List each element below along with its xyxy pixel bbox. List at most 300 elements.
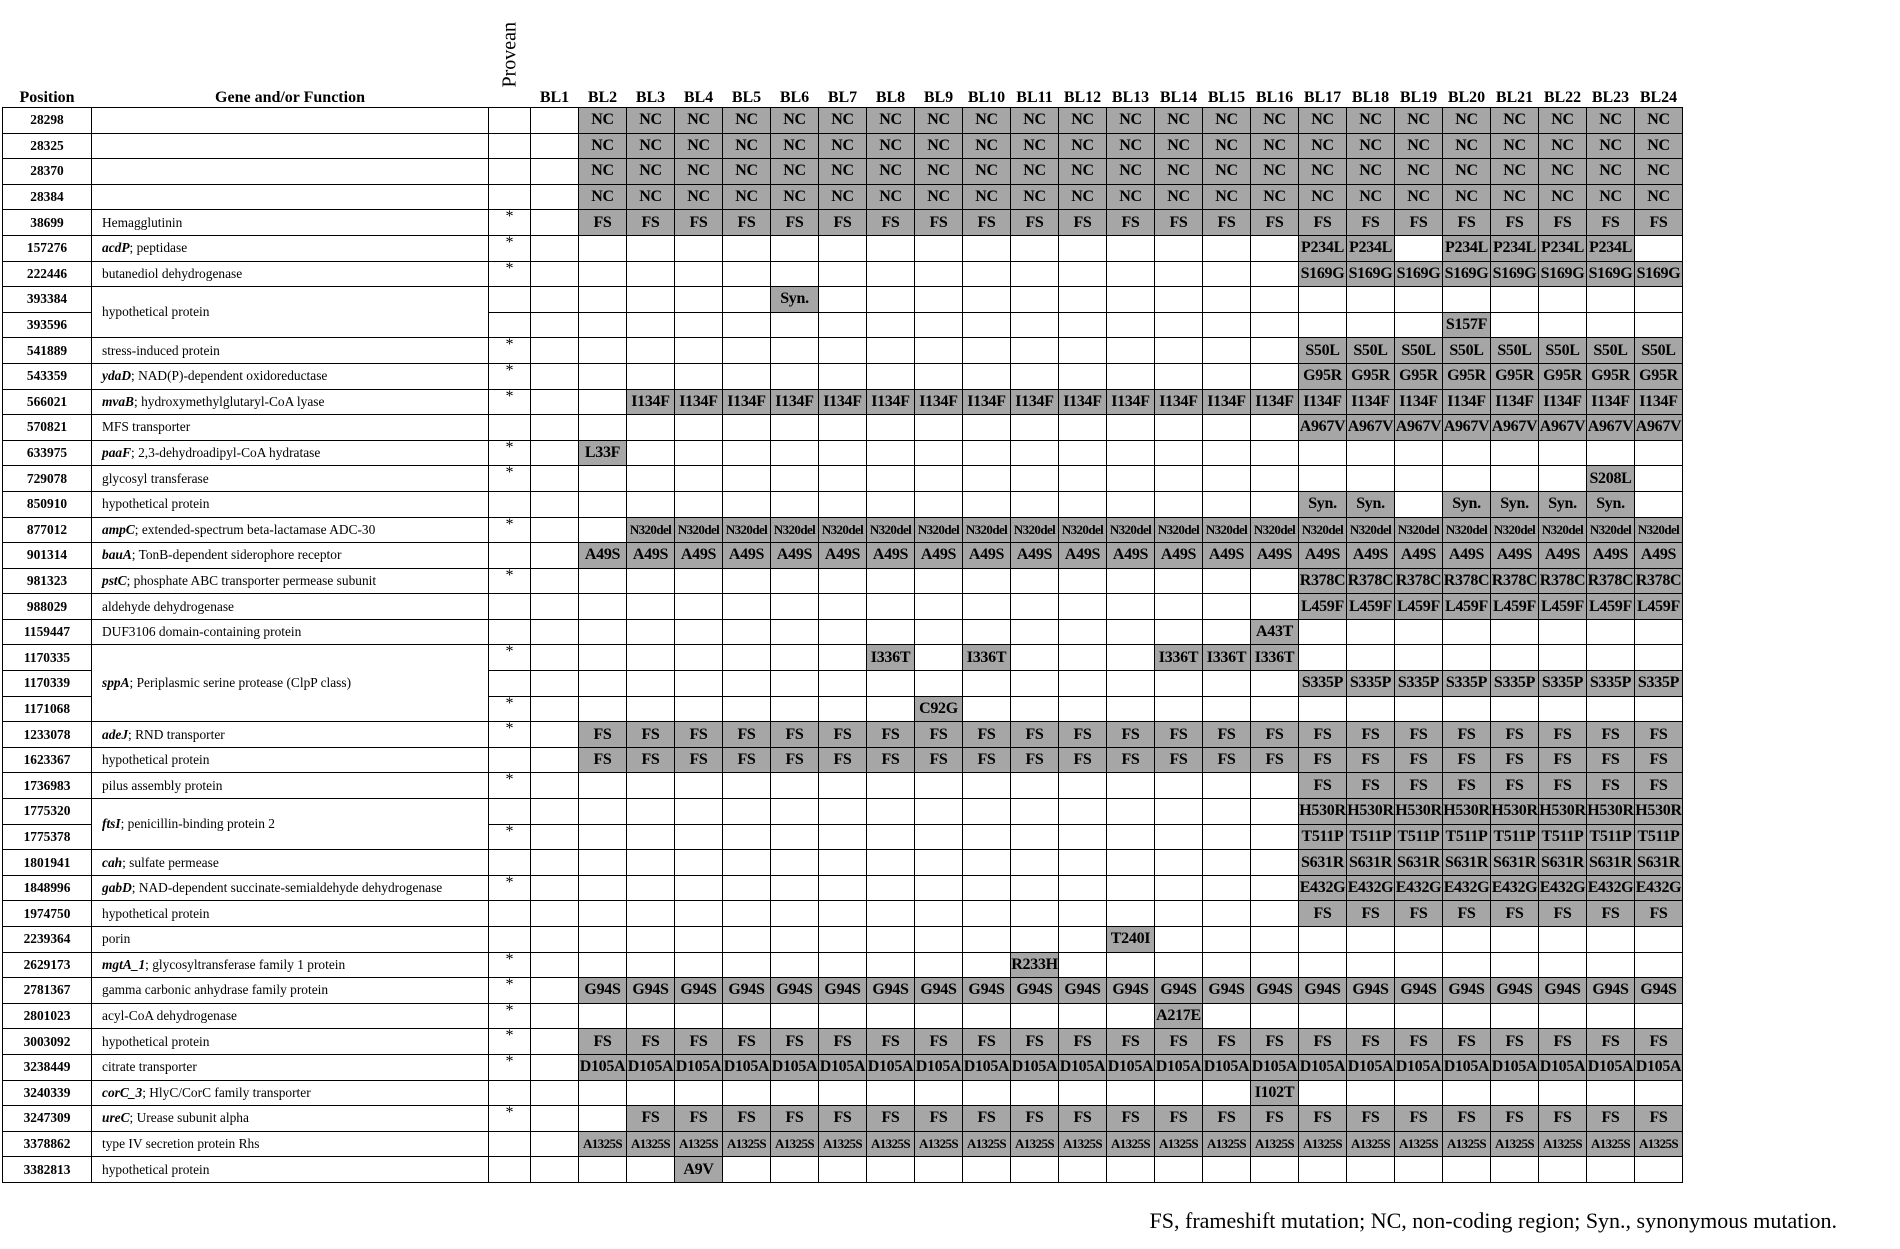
mutation-cell-bl22: S335P <box>1539 671 1587 697</box>
mutation-cell-bl5: D105A <box>723 1054 771 1080</box>
gene-cell <box>92 1029 489 1055</box>
mutation-cell-bl11: A49S <box>1011 543 1059 569</box>
mutation-cell-bl23 <box>1587 696 1635 722</box>
mutation-cell-bl9 <box>915 312 963 338</box>
table-row <box>3 466 1683 492</box>
mutation-cell-bl13 <box>1107 235 1155 261</box>
mutation-cell-bl13 <box>1107 1080 1155 1106</box>
mutation-cell-bl3 <box>627 1157 675 1183</box>
mutation-cell-bl1 <box>531 1080 579 1106</box>
mutation-cell-bl16: FS <box>1251 722 1299 748</box>
mutation-cell-bl2: NC <box>579 108 627 134</box>
mutation-cell-bl15 <box>1203 491 1251 517</box>
mutation-cell-bl23: A967V <box>1587 415 1635 441</box>
mutation-cell-bl10 <box>963 850 1011 876</box>
mutation-cell-bl10: FS <box>963 210 1011 236</box>
mutation-cell-bl3 <box>627 645 675 671</box>
position-cell: 2801023 <box>3 1003 92 1029</box>
mutation-cell-bl20: S157F <box>1443 312 1491 338</box>
mutation-cell-bl24: FS <box>1635 901 1683 927</box>
mutation-cell-bl17: S50L <box>1299 338 1347 364</box>
mutation-cell-bl20: FS <box>1443 1029 1491 1055</box>
mutation-cell-bl18 <box>1347 312 1395 338</box>
mutation-cell-bl13 <box>1107 491 1155 517</box>
table-row <box>3 338 1683 364</box>
mutation-cell-bl9: NC <box>915 184 963 210</box>
position-cell: 981323 <box>3 568 92 594</box>
mutation-cell-bl2: NC <box>579 133 627 159</box>
mutation-cell-bl2 <box>579 901 627 927</box>
mutation-cell-bl7 <box>819 927 867 953</box>
mutation-cell-bl21 <box>1491 952 1539 978</box>
mutation-cell-bl4 <box>675 466 723 492</box>
mutation-cell-bl11 <box>1011 850 1059 876</box>
mutation-cell-bl13: NC <box>1107 108 1155 134</box>
table-row <box>3 543 1683 569</box>
position-cell: 3003092 <box>3 1029 92 1055</box>
mutation-cell-bl7: I134F <box>819 389 867 415</box>
column-header-bl9: BL9 <box>923 89 954 106</box>
mutation-cell-bl23: NC <box>1587 184 1635 210</box>
mutation-cell-bl5 <box>723 696 771 722</box>
mutation-cell-bl4: A1325S <box>675 1131 723 1157</box>
mutation-cell-bl18 <box>1347 1157 1395 1183</box>
mutation-cell-bl15 <box>1203 594 1251 620</box>
mutation-cell-bl6 <box>771 645 819 671</box>
mutation-cell-bl11 <box>1011 235 1059 261</box>
mutation-cell-bl1 <box>531 773 579 799</box>
mutation-cell-bl16: I102T <box>1251 1080 1299 1106</box>
gene-function: ; Periplasmic serine protease (ClpP class) <box>129 675 352 691</box>
mutation-cell-bl12 <box>1059 875 1107 901</box>
mutation-cell-bl3 <box>627 1003 675 1029</box>
mutation-cell-bl13 <box>1107 645 1155 671</box>
provean-cell: * <box>489 389 531 415</box>
mutation-cell-bl6 <box>771 901 819 927</box>
mutation-cell-bl1 <box>531 594 579 620</box>
mutation-cell-bl6 <box>771 338 819 364</box>
mutation-cell-bl15 <box>1203 287 1251 313</box>
gene-cell <box>92 210 489 236</box>
mutation-cell-bl13 <box>1107 696 1155 722</box>
mutation-cell-bl7 <box>819 594 867 620</box>
mutation-cell-bl20 <box>1443 619 1491 645</box>
mutation-cell-bl2 <box>579 466 627 492</box>
mutation-cell-bl12: FS <box>1059 747 1107 773</box>
column-header-bl20: BL20 <box>1447 89 1486 106</box>
mutation-cell-bl11 <box>1011 363 1059 389</box>
mutation-cell-bl12 <box>1059 287 1107 313</box>
mutation-cell-bl20: S631R <box>1443 850 1491 876</box>
mutation-cell-bl11 <box>1011 799 1059 825</box>
mutation-cell-bl19: NC <box>1395 133 1443 159</box>
mutation-cell-bl24 <box>1635 952 1683 978</box>
mutation-cell-bl17: A49S <box>1299 543 1347 569</box>
mutation-cell-bl24: H530R <box>1635 799 1683 825</box>
mutation-cell-bl21 <box>1491 466 1539 492</box>
mutation-cell-bl10: NC <box>963 133 1011 159</box>
mutation-table-container <box>2 8 1683 1183</box>
gene-cell <box>92 1054 489 1080</box>
gene-cell <box>92 133 489 159</box>
mutation-cell-bl24: T511P <box>1635 824 1683 850</box>
mutation-cell-bl4 <box>675 927 723 953</box>
mutation-cell-bl13: NC <box>1107 184 1155 210</box>
provean-cell <box>489 799 531 825</box>
mutation-cell-bl6 <box>771 799 819 825</box>
mutation-cell-bl2 <box>579 312 627 338</box>
mutation-cell-bl10: D105A <box>963 1054 1011 1080</box>
mutation-cell-bl3 <box>627 491 675 517</box>
mutation-cell-bl11 <box>1011 568 1059 594</box>
mutation-cell-bl6 <box>771 415 819 441</box>
mutation-cell-bl14: FS <box>1155 1106 1203 1132</box>
position-cell: 570821 <box>3 415 92 441</box>
mutation-cell-bl9: FS <box>915 747 963 773</box>
mutation-cell-bl23: N320del <box>1587 517 1635 543</box>
table-row <box>3 415 1683 441</box>
mutation-cell-bl22: FS <box>1539 722 1587 748</box>
gene-function: ; TonB-dependent siderophore receptor <box>131 547 342 563</box>
mutation-cell-bl3: FS <box>627 747 675 773</box>
mutation-cell-bl24: N320del <box>1635 517 1683 543</box>
mutation-cell-bl17: NC <box>1299 108 1347 134</box>
mutation-cell-bl17: L459F <box>1299 594 1347 620</box>
mutation-cell-bl24: I134F <box>1635 389 1683 415</box>
mutation-cell-bl10: A49S <box>963 543 1011 569</box>
mutation-cell-bl13 <box>1107 415 1155 441</box>
mutation-cell-bl23: S335P <box>1587 671 1635 697</box>
mutation-cell-bl8 <box>867 287 915 313</box>
mutation-table <box>2 8 1683 1183</box>
mutation-cell-bl2 <box>579 235 627 261</box>
table-row <box>3 1003 1683 1029</box>
mutation-cell-bl6 <box>771 619 819 645</box>
mutation-cell-bl10 <box>963 1157 1011 1183</box>
mutation-cell-bl24 <box>1635 1080 1683 1106</box>
mutation-cell-bl20: N320del <box>1443 517 1491 543</box>
mutation-cell-bl12: NC <box>1059 133 1107 159</box>
mutation-cell-bl16 <box>1251 671 1299 697</box>
mutation-cell-bl19 <box>1395 619 1443 645</box>
provean-cell: * <box>489 1054 531 1080</box>
position-cell: 28325 <box>3 133 92 159</box>
mutation-cell-bl19 <box>1395 1003 1443 1029</box>
mutation-cell-bl18 <box>1347 440 1395 466</box>
mutation-cell-bl14 <box>1155 594 1203 620</box>
mutation-cell-bl10 <box>963 466 1011 492</box>
mutation-cell-bl10 <box>963 696 1011 722</box>
mutation-cell-bl16: FS <box>1251 747 1299 773</box>
mutation-cell-bl2 <box>579 875 627 901</box>
mutation-cell-bl15: FS <box>1203 747 1251 773</box>
mutation-cell-bl7 <box>819 338 867 364</box>
mutation-cell-bl14 <box>1155 440 1203 466</box>
mutation-cell-bl6 <box>771 1157 819 1183</box>
mutation-cell-bl21 <box>1491 1080 1539 1106</box>
mutation-cell-bl22: G94S <box>1539 978 1587 1004</box>
mutation-cell-bl2 <box>579 1080 627 1106</box>
gene-function: ; sulfate permease <box>122 854 219 870</box>
mutation-cell-bl4 <box>675 363 723 389</box>
mutation-cell-bl15: D105A <box>1203 1054 1251 1080</box>
mutation-cell-bl3: NC <box>627 108 675 134</box>
mutation-cell-bl10 <box>963 363 1011 389</box>
mutation-cell-bl2 <box>579 389 627 415</box>
gene-cell <box>92 287 489 338</box>
mutation-cell-bl5 <box>723 312 771 338</box>
mutation-cell-bl13 <box>1107 440 1155 466</box>
mutation-cell-bl9 <box>915 1080 963 1106</box>
mutation-cell-bl8 <box>867 440 915 466</box>
gene-cell <box>92 1157 489 1183</box>
mutation-cell-bl9 <box>915 901 963 927</box>
mutation-cell-bl1 <box>531 619 579 645</box>
mutation-cell-bl2: FS <box>579 1029 627 1055</box>
mutation-cell-bl11: G94S <box>1011 978 1059 1004</box>
mutation-cell-bl24: S335P <box>1635 671 1683 697</box>
mutation-cell-bl11 <box>1011 645 1059 671</box>
mutation-cell-bl2 <box>579 287 627 313</box>
mutation-cell-bl15 <box>1203 338 1251 364</box>
gene-function: stress-induced protein <box>102 342 220 358</box>
provean-cell: * <box>489 1003 531 1029</box>
mutation-cell-bl14 <box>1155 696 1203 722</box>
mutation-cell-bl5: FS <box>723 1029 771 1055</box>
mutation-cell-bl19: H530R <box>1395 799 1443 825</box>
mutation-cell-bl5: NC <box>723 159 771 185</box>
gene-cell <box>92 1003 489 1029</box>
mutation-cell-bl19: S631R <box>1395 850 1443 876</box>
gene-symbol: mvaB <box>102 393 134 409</box>
mutation-cell-bl19: FS <box>1395 1029 1443 1055</box>
position-cell: 1736983 <box>3 773 92 799</box>
column-header-bl14: BL14 <box>1159 89 1198 106</box>
mutation-cell-bl21: D105A <box>1491 1054 1539 1080</box>
mutation-cell-bl3 <box>627 799 675 825</box>
mutation-cell-bl3: NC <box>627 184 675 210</box>
mutation-cell-bl3 <box>627 824 675 850</box>
mutation-cell-bl20: S50L <box>1443 338 1491 364</box>
mutation-cell-bl19: S169G <box>1395 261 1443 287</box>
mutation-cell-bl15: FS <box>1203 1106 1251 1132</box>
mutation-cell-bl9 <box>915 287 963 313</box>
mutation-cell-bl21: FS <box>1491 747 1539 773</box>
mutation-cell-bl24: E432G <box>1635 875 1683 901</box>
mutation-cell-bl21: S50L <box>1491 338 1539 364</box>
gene-symbol: sppA <box>102 675 130 691</box>
mutation-cell-bl3 <box>627 773 675 799</box>
mutation-cell-bl18: FS <box>1347 901 1395 927</box>
mutation-cell-bl16: A43T <box>1251 619 1299 645</box>
mutation-cell-bl17 <box>1299 1080 1347 1106</box>
position-cell: 157276 <box>3 235 92 261</box>
mutation-cell-bl1 <box>531 722 579 748</box>
mutation-cell-bl11: FS <box>1011 722 1059 748</box>
table-row <box>3 978 1683 1004</box>
mutation-cell-bl6 <box>771 235 819 261</box>
mutation-cell-bl17: I134F <box>1299 389 1347 415</box>
mutation-cell-bl24: NC <box>1635 184 1683 210</box>
mutation-cell-bl23 <box>1587 645 1635 671</box>
table-row <box>3 159 1683 185</box>
mutation-cell-bl19: T511P <box>1395 824 1443 850</box>
gene-symbol: ampC <box>102 521 135 537</box>
mutation-cell-bl19: NC <box>1395 159 1443 185</box>
gene-cell <box>92 389 489 415</box>
mutation-cell-bl3: NC <box>627 159 675 185</box>
mutation-cell-bl4 <box>675 619 723 645</box>
mutation-cell-bl23: NC <box>1587 133 1635 159</box>
table-row <box>3 184 1683 210</box>
mutation-cell-bl7 <box>819 1003 867 1029</box>
mutation-cell-bl4: G94S <box>675 978 723 1004</box>
mutation-cell-bl6: FS <box>771 747 819 773</box>
position-cell: 3238449 <box>3 1054 92 1080</box>
column-header-bl1: BL1 <box>539 89 570 106</box>
provean-cell: * <box>489 696 531 722</box>
mutation-cell-bl3: FS <box>627 722 675 748</box>
mutation-cell-bl18: I134F <box>1347 389 1395 415</box>
mutation-cell-bl21 <box>1491 440 1539 466</box>
mutation-cell-bl1 <box>531 875 579 901</box>
mutation-cell-bl9: D105A <box>915 1054 963 1080</box>
mutation-cell-bl4: A9V <box>675 1157 723 1183</box>
mutation-cell-bl18: D105A <box>1347 1054 1395 1080</box>
mutation-cell-bl12 <box>1059 824 1107 850</box>
mutation-cell-bl11 <box>1011 415 1059 441</box>
gene-function: ; Urease subunit alpha <box>129 1110 249 1126</box>
mutation-cell-bl15: I336T <box>1203 645 1251 671</box>
mutation-cell-bl17: P234L <box>1299 235 1347 261</box>
mutation-cell-bl21 <box>1491 1003 1539 1029</box>
mutation-cell-bl21: A967V <box>1491 415 1539 441</box>
position-cell: 850910 <box>3 491 92 517</box>
mutation-cell-bl14: A1325S <box>1155 1131 1203 1157</box>
mutation-cell-bl3 <box>627 466 675 492</box>
mutation-cell-bl19 <box>1395 1157 1443 1183</box>
mutation-cell-bl19: L459F <box>1395 594 1443 620</box>
mutation-cell-bl17: FS <box>1299 1029 1347 1055</box>
position-cell: 543359 <box>3 363 92 389</box>
mutation-cell-bl1 <box>531 952 579 978</box>
mutation-cell-bl1 <box>531 543 579 569</box>
mutation-cell-bl23: A49S <box>1587 543 1635 569</box>
mutation-cell-bl3 <box>627 1080 675 1106</box>
mutation-cell-bl4 <box>675 696 723 722</box>
mutation-cell-bl1 <box>531 671 579 697</box>
mutation-cell-bl1 <box>531 287 579 313</box>
column-header-bl21: BL21 <box>1495 89 1534 106</box>
mutation-cell-bl20: Syn. <box>1443 491 1491 517</box>
mutation-cell-bl16 <box>1251 696 1299 722</box>
mutation-cell-bl23: L459F <box>1587 594 1635 620</box>
column-header-bl13: BL13 <box>1111 89 1150 106</box>
gene-symbol: acdP <box>102 240 130 256</box>
mutation-cell-bl17: NC <box>1299 133 1347 159</box>
mutation-cell-bl7 <box>819 466 867 492</box>
mutation-cell-bl24 <box>1635 235 1683 261</box>
mutation-cell-bl23: D105A <box>1587 1054 1635 1080</box>
gene-function: butanediol dehydrogenase <box>102 265 243 281</box>
provean-cell: * <box>489 773 531 799</box>
mutation-cell-bl7: A1325S <box>819 1131 867 1157</box>
gene-symbol: adeJ <box>102 726 129 742</box>
mutation-cell-bl13: FS <box>1107 1106 1155 1132</box>
mutation-cell-bl17 <box>1299 287 1347 313</box>
gene-cell <box>92 799 489 850</box>
mutation-cell-bl18: NC <box>1347 159 1395 185</box>
mutation-cell-bl11: NC <box>1011 108 1059 134</box>
gene-function: hypothetical protein <box>102 304 210 320</box>
mutation-cell-bl15: FS <box>1203 210 1251 236</box>
mutation-cell-bl20: FS <box>1443 773 1491 799</box>
mutation-cell-bl1 <box>531 824 579 850</box>
mutation-cell-bl3 <box>627 875 675 901</box>
mutation-cell-bl20 <box>1443 1003 1491 1029</box>
mutation-cell-bl10: FS <box>963 1106 1011 1132</box>
mutation-cell-bl21: G95R <box>1491 363 1539 389</box>
mutation-cell-bl18: R378C <box>1347 568 1395 594</box>
mutation-cell-bl20: L459F <box>1443 594 1491 620</box>
mutation-cell-bl20: G95R <box>1443 363 1491 389</box>
column-header-bl19: BL19 <box>1399 89 1438 106</box>
mutation-cell-bl4: NC <box>675 184 723 210</box>
mutation-cell-bl2 <box>579 773 627 799</box>
mutation-cell-bl21: NC <box>1491 133 1539 159</box>
column-header-bl11: BL11 <box>1016 89 1053 106</box>
mutation-cell-bl10 <box>963 799 1011 825</box>
mutation-cell-bl8: NC <box>867 133 915 159</box>
mutation-cell-bl6: NC <box>771 159 819 185</box>
mutation-cell-bl7 <box>819 901 867 927</box>
mutation-cell-bl23 <box>1587 1157 1635 1183</box>
provean-cell: * <box>489 261 531 287</box>
mutation-cell-bl8 <box>867 696 915 722</box>
mutation-cell-bl13: FS <box>1107 722 1155 748</box>
mutation-cell-bl17: FS <box>1299 722 1347 748</box>
mutation-cell-bl9: FS <box>915 1029 963 1055</box>
gene-function: hypothetical protein <box>102 1161 210 1177</box>
mutation-cell-bl2 <box>579 568 627 594</box>
mutation-cell-bl1 <box>531 1157 579 1183</box>
mutation-cell-bl23: T511P <box>1587 824 1635 850</box>
mutation-cell-bl14: FS <box>1155 747 1203 773</box>
mutation-cell-bl3 <box>627 952 675 978</box>
mutation-cell-bl8 <box>867 235 915 261</box>
mutation-cell-bl2 <box>579 696 627 722</box>
mutation-cell-bl21: T511P <box>1491 824 1539 850</box>
mutation-cell-bl7 <box>819 696 867 722</box>
mutation-cell-bl18: A967V <box>1347 415 1395 441</box>
mutation-cell-bl5 <box>723 440 771 466</box>
position-cell: 38699 <box>3 210 92 236</box>
mutation-cell-bl13: FS <box>1107 747 1155 773</box>
mutation-cell-bl12 <box>1059 1157 1107 1183</box>
mutation-cell-bl1 <box>531 568 579 594</box>
gene-cell <box>92 927 489 953</box>
mutation-cell-bl11: FS <box>1011 1106 1059 1132</box>
mutation-cell-bl3 <box>627 338 675 364</box>
gene-cell <box>92 235 489 261</box>
mutation-cell-bl11: NC <box>1011 159 1059 185</box>
mutation-cell-bl24: A967V <box>1635 415 1683 441</box>
mutation-cell-bl2 <box>579 261 627 287</box>
mutation-cell-bl22: D105A <box>1539 1054 1587 1080</box>
mutation-cell-bl19: G95R <box>1395 363 1443 389</box>
mutation-cell-bl8 <box>867 312 915 338</box>
mutation-cell-bl2: L33F <box>579 440 627 466</box>
